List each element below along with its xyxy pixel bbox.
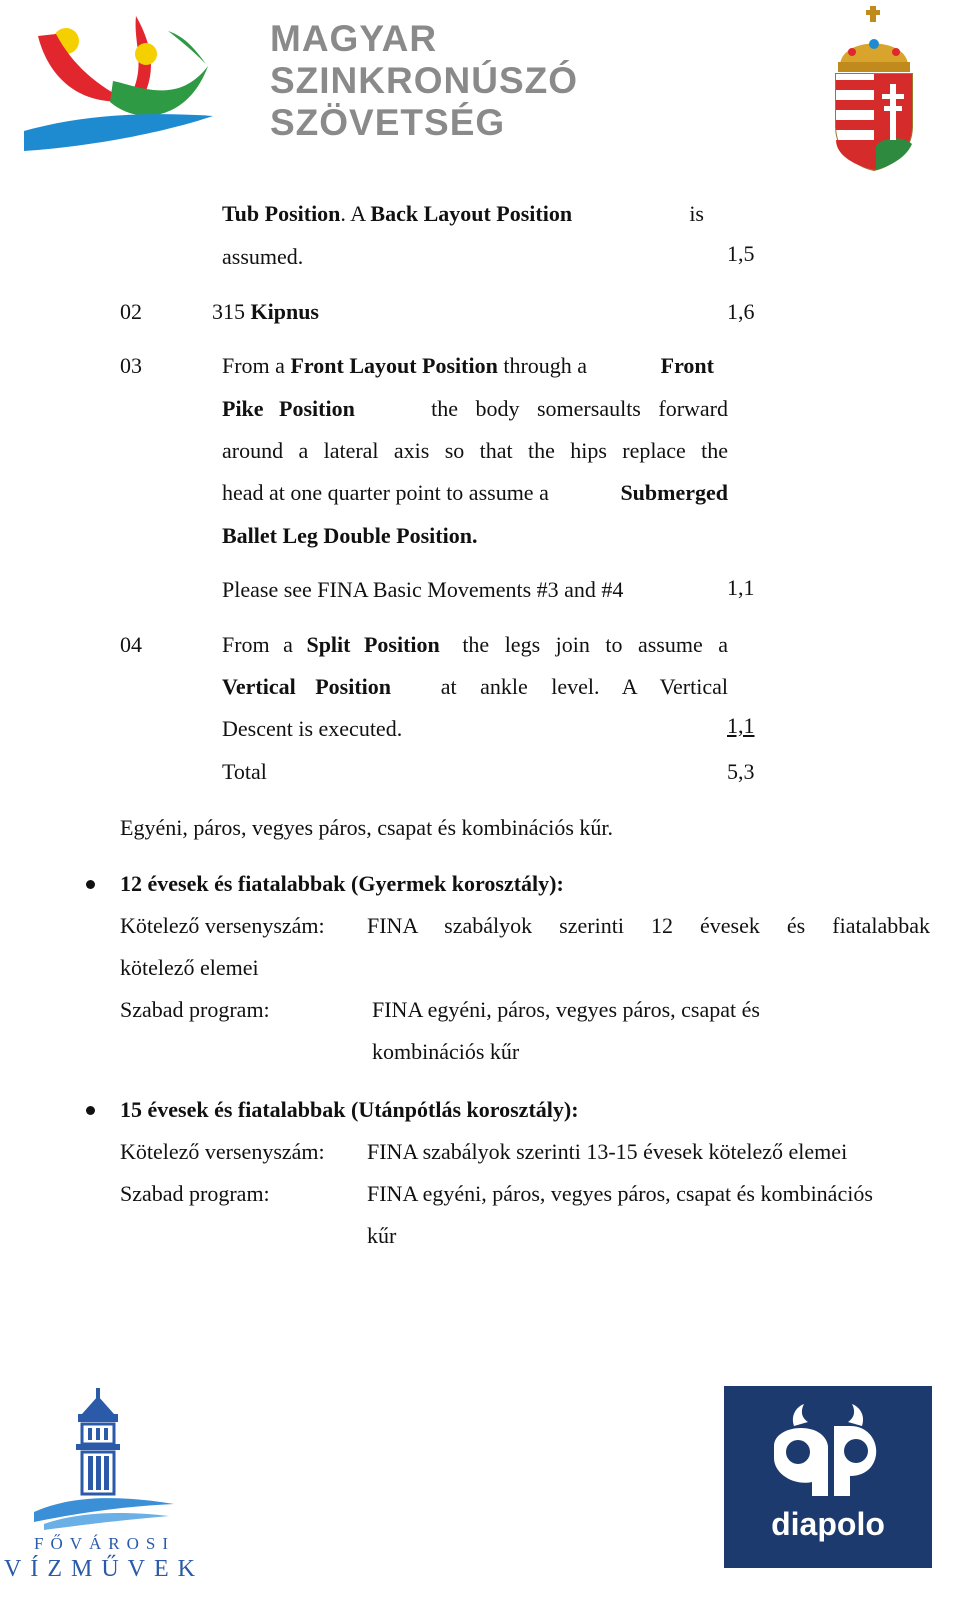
element-04-line2	[222, 674, 728, 700]
element-continued-value: 1,5	[727, 241, 755, 266]
element-continued-line2: assumed.	[222, 244, 304, 269]
group1-mandatory-value2: kötelező elemei	[120, 955, 259, 980]
federation-name-line3: SZÖVETSÉG	[270, 102, 506, 143]
position-term: Submerged	[620, 480, 728, 505]
group2-mandatory-value: FINA szabályok szerinti 13-15 évesek kötelező elemei	[367, 1139, 848, 1164]
element-03-number: 03	[120, 353, 142, 378]
group1-mandatory-value: FINA szabályok szerinti 12 évesek és fiatalabbak	[367, 913, 930, 938]
text-fragment: at ankle level. A Vertical	[440, 674, 728, 699]
element-02-number: 02	[120, 299, 142, 324]
text-fragment: through a	[497, 353, 588, 378]
element-03-line2	[222, 396, 728, 422]
position-term: Pike Position	[222, 396, 355, 421]
position-term: Ballet Leg Double Position.	[222, 523, 478, 548]
group2-free-value2: kűr	[367, 1223, 397, 1248]
text-fragment: From a	[222, 353, 291, 378]
diapolo-logo	[724, 1386, 932, 1568]
group1-mandatory-label: Kötelező versenyszám:	[120, 913, 325, 938]
text-fragment: . A	[340, 201, 371, 226]
position-term: Front	[660, 353, 714, 378]
federation-logo	[18, 6, 218, 156]
total-label: Total	[222, 759, 267, 784]
federation-name	[270, 18, 578, 144]
group1-free-value2: kombinációs kűr	[372, 1039, 520, 1064]
group-title-text: 12 évesek és fiatalabbak (Gyermek korosztály):	[120, 871, 564, 896]
group2-free-label: Szabad program:	[120, 1181, 270, 1206]
element-02-title: Kipnus	[250, 299, 319, 324]
element-04-line3: Descent is executed.	[222, 716, 403, 741]
element-03-line4	[222, 480, 728, 506]
bullet-icon	[86, 1106, 95, 1115]
text-fragment: the body somersaults forward	[431, 396, 728, 421]
text-fragment: is	[689, 201, 704, 226]
position-term: Front Layout Position	[290, 353, 498, 378]
element-03-line5	[222, 523, 477, 549]
text-fragment: From a	[222, 632, 307, 657]
element-04-line1	[222, 632, 728, 658]
element-03-line3: around a lateral axis so that the hips replace the	[222, 438, 728, 463]
group-title-text: 15 évesek és fiatalabbak (Utánpótlás korosztály):	[120, 1097, 579, 1122]
free-routines-line: Egyéni, páros, vegyes páros, csapat és kombinációs kűr.	[120, 815, 614, 840]
hungarian-coat-of-arms	[832, 6, 916, 171]
element-03-note: Please see FINA Basic Movements #3 and #4	[222, 577, 624, 602]
group2-title	[120, 1097, 579, 1123]
element-03-value: 1,1	[727, 575, 755, 600]
element-04-number: 04	[120, 632, 142, 657]
text-fragment: head at one quarter point to assume a	[222, 480, 549, 505]
element-02-name	[212, 299, 319, 325]
element-02-value: 1,6	[727, 299, 755, 324]
vizmuvek-line1: FŐVÁROSI	[34, 1534, 176, 1553]
group1-free-label: Szabad program:	[120, 997, 270, 1022]
element-continued-line1	[222, 201, 704, 227]
group1-title	[120, 871, 564, 897]
group2-mandatory-label: Kötelező versenyszám:	[120, 1139, 325, 1164]
group1-free-value: FINA egyéni, páros, vegyes páros, csapat és	[372, 997, 760, 1022]
bullet-icon	[86, 880, 95, 889]
text-fragment: the legs join to assume a	[462, 632, 728, 657]
total-value: 5,3	[727, 759, 755, 784]
federation-name-line2: SZINKRONÚSZÓ	[270, 60, 578, 101]
diapolo-name: diapolo	[771, 1506, 885, 1542]
position-term: Back Layout Position	[370, 201, 573, 226]
position-term: Tub Position	[222, 201, 341, 226]
federation-name-line1: MAGYAR	[270, 18, 438, 59]
vizmuvek-line2: VÍZMŰVEK	[4, 1556, 204, 1582]
element-04-value: 1,1	[727, 713, 755, 738]
vizmuvek-logo	[4, 1384, 204, 1606]
element-02-code: 315	[212, 299, 251, 324]
group2-free-value: FINA egyéni, páros, vegyes páros, csapat és kombinációs	[367, 1181, 873, 1206]
element-03-line1	[222, 353, 714, 379]
position-term: Vertical Position	[222, 674, 391, 699]
position-term: Split Position	[306, 632, 440, 657]
